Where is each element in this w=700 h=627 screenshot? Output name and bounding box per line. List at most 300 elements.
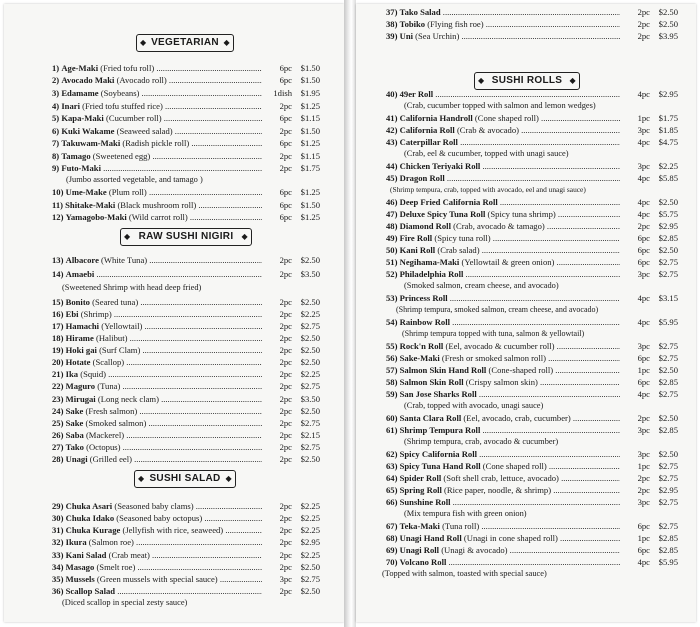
item-price: $2.50 — [300, 357, 320, 367]
menu-item-name — [52, 429, 262, 441]
item-title: Kani Salad — [65, 550, 107, 560]
item-quantity: 2pc — [279, 430, 292, 440]
item-quantity: 6pc — [279, 113, 292, 123]
item-price: $2.75 — [658, 521, 678, 531]
item-number: 57) — [386, 365, 398, 375]
menu-item-name — [386, 556, 620, 568]
menu-item-name — [52, 524, 262, 536]
item-description: (Avocado roll) — [116, 75, 167, 85]
menu-item — [386, 112, 678, 124]
item-title: Unagi Hand Roll — [399, 533, 462, 543]
item-quantity: 2pc — [279, 255, 292, 265]
menu-item — [386, 340, 678, 352]
menu-item-name — [386, 520, 620, 532]
item-description: (Seasoned baby octopus) — [116, 513, 203, 523]
menu-item — [52, 100, 320, 112]
menu-item-name — [52, 308, 262, 320]
menu-item — [52, 368, 320, 380]
menu-item-name — [386, 472, 620, 484]
item-title: Age-Maki — [61, 63, 99, 73]
item-title: Sunshine Roll — [399, 497, 451, 507]
menu-item — [386, 352, 678, 364]
item-description: (Unagi in cone shaped roll) — [463, 533, 558, 543]
item-number: 37) — [386, 7, 398, 17]
menu-item — [386, 364, 678, 376]
item-title: San Jose Sharks Roll — [399, 389, 477, 399]
item-number: 16) — [52, 309, 64, 319]
item-description: (Black mushroom roll) — [117, 200, 197, 210]
menu-item — [52, 549, 320, 561]
item-quantity: 2pc — [279, 297, 292, 307]
item-price: $5.95 — [658, 557, 678, 567]
item-quantity: 2pc — [279, 501, 292, 511]
item-number: 18) — [52, 333, 64, 343]
item-quantity: 2pc — [279, 513, 292, 523]
item-quantity: 2pc — [279, 101, 292, 111]
item-title: Rock'n Roll — [399, 341, 444, 351]
item-number: 46) — [386, 197, 398, 207]
item-title: Salmon Skin Hand Roll — [399, 365, 487, 375]
menu-item-name — [386, 496, 620, 508]
section-title: SUSHI SALAD — [149, 473, 221, 484]
item-title: Ume-Make — [65, 187, 107, 197]
item-title: Teka-Maki — [399, 521, 440, 531]
item-title: Spider Roll — [399, 473, 442, 483]
item-price: $2.75 — [658, 389, 678, 399]
item-price: $2.75 — [658, 257, 678, 267]
item-number: 27) — [52, 442, 64, 452]
menu-item — [386, 18, 678, 30]
section-title: VEGETARIAN — [151, 37, 219, 48]
item-title: Kani Roll — [399, 245, 436, 255]
item-number: 33) — [52, 550, 64, 560]
item-title: Spring Roll — [399, 485, 442, 495]
item-title: Kuki Wakame — [61, 126, 115, 136]
item-title: Chuka Kurage — [65, 525, 121, 535]
menu-item-name — [386, 172, 620, 184]
item-price: $2.75 — [300, 418, 320, 428]
item-price: $2.25 — [300, 525, 320, 535]
item-quantity: 2pc — [279, 345, 292, 355]
item-price: $2.95 — [658, 89, 678, 99]
menu-item — [386, 376, 678, 388]
item-number: 14) — [52, 269, 64, 279]
item-quantity: 2pc — [279, 454, 292, 464]
menu-item — [386, 30, 678, 42]
item-quantity: 2pc — [637, 19, 650, 29]
item-description: (Smoked salmon) — [85, 418, 147, 428]
item-description: (Mackerel) — [85, 430, 125, 440]
item-description: (Yellowtail & green onion) — [461, 257, 555, 267]
item-quantity: 2pc — [279, 357, 292, 367]
menu-item-name — [52, 573, 262, 585]
menu-item — [52, 296, 320, 308]
item-number: 44) — [386, 161, 398, 171]
item-number: 45) — [386, 173, 398, 183]
menu-item-name — [52, 561, 262, 573]
item-number: 15) — [52, 297, 64, 307]
item-description: (Cone-shaped roll) — [488, 365, 554, 375]
item-title: Chicken Teriyaki Roll — [399, 161, 481, 171]
menu-item-name — [52, 211, 262, 223]
item-number: 67) — [386, 521, 398, 531]
menu-item-name — [386, 6, 620, 18]
menu-item-name — [52, 268, 262, 280]
menu-item — [386, 448, 678, 460]
menu-item-name — [52, 356, 262, 368]
menu-item-name — [52, 199, 262, 211]
menu-item — [386, 220, 678, 232]
item-description: (Spicy tuna shrimp) — [487, 209, 556, 219]
item-title: 49er Roll — [399, 89, 434, 99]
menu-item — [52, 137, 320, 149]
item-price: $1.75 — [300, 163, 320, 173]
item-number: 7) — [52, 138, 60, 148]
item-title: Hirame — [65, 333, 94, 343]
item-title: Deluxe Spicy Tuna Roll — [399, 209, 486, 219]
item-number: 70) — [386, 557, 398, 567]
menu-item — [52, 405, 320, 417]
item-quantity: 2pc — [279, 406, 292, 416]
item-price: $3.50 — [300, 394, 320, 404]
menu-item-name — [386, 532, 620, 544]
item-quantity: 1pc — [637, 365, 650, 375]
item-number: 25) — [52, 418, 64, 428]
item-quantity: 2pc — [637, 485, 650, 495]
item-price: $2.75 — [300, 442, 320, 452]
menu-item — [386, 172, 678, 184]
item-title: Bonito — [65, 297, 90, 307]
item-quantity: 4pc — [637, 137, 650, 147]
item-title: Tamago — [61, 151, 91, 161]
item-quantity: 2pc — [279, 333, 292, 343]
menu-page-left — [4, 4, 344, 622]
menu-item — [386, 472, 678, 484]
item-title: Volcano Roll — [399, 557, 447, 567]
item-note: (Shrimp tempura, crab, topped with avocado, eel and unagi sauce) — [390, 185, 586, 194]
item-number: 48) — [386, 221, 398, 231]
item-title: Chuka Idako — [65, 513, 115, 523]
item-description: (Crab meat) — [108, 550, 150, 560]
item-quantity: 6pc — [279, 212, 292, 222]
item-title: Futo-Maki — [61, 163, 101, 173]
item-quantity: 2pc — [279, 418, 292, 428]
menu-item-name — [386, 292, 620, 304]
menu-item — [52, 356, 320, 368]
menu-item-name — [386, 112, 620, 124]
menu-item — [386, 556, 678, 568]
menu-item — [52, 125, 320, 137]
item-price: $2.75 — [300, 574, 320, 584]
item-quantity: 4pc — [637, 89, 650, 99]
menu-item — [386, 544, 678, 556]
menu-item — [386, 196, 678, 208]
item-description: (Long neck clam) — [97, 394, 159, 404]
menu-item — [52, 332, 320, 344]
item-title: Sake — [65, 418, 84, 428]
item-note: (Shrimp tempura topped with tuna, salmon & yellowtail) — [402, 329, 585, 338]
item-description: (White Tuna) — [101, 255, 148, 265]
item-title: Dragon Roll — [399, 173, 445, 183]
item-price: $2.50 — [658, 7, 678, 17]
item-quantity: 2pc — [637, 7, 650, 17]
item-title: Kapa-Maki — [61, 113, 104, 123]
item-title: Edamame — [61, 88, 99, 98]
menu-item — [52, 199, 320, 211]
menu-item-name — [52, 536, 262, 548]
menu-item — [386, 292, 678, 304]
menu-item-name — [386, 460, 620, 472]
item-price: $2.25 — [300, 309, 320, 319]
item-quantity: 2pc — [279, 381, 292, 391]
menu-item-name — [52, 380, 262, 392]
item-number: 21) — [52, 369, 64, 379]
menu-item-name — [386, 352, 620, 364]
item-title: Santa Clara Roll — [399, 413, 462, 423]
menu-item-name — [386, 424, 620, 436]
item-number: 47) — [386, 209, 398, 219]
item-number: 30) — [52, 513, 64, 523]
item-quantity: 2pc — [279, 550, 292, 560]
item-number: 50) — [386, 245, 398, 255]
item-price: $1.75 — [658, 113, 678, 123]
item-price: $1.50 — [300, 75, 320, 85]
item-quantity: 6pc — [637, 545, 650, 555]
item-number: 69) — [386, 545, 398, 555]
item-quantity: 3pc — [279, 574, 292, 584]
item-title: Masago — [65, 562, 95, 572]
item-title: Maguro — [65, 381, 96, 391]
item-description: (Soybeans) — [100, 88, 140, 98]
menu-item-name — [52, 332, 262, 344]
menu-item-name — [52, 549, 262, 561]
item-number: 22) — [52, 381, 64, 391]
menu-item-name — [52, 344, 262, 356]
item-quantity: 3pc — [637, 425, 650, 435]
item-price: $1.25 — [300, 212, 320, 222]
item-price: $5.85 — [658, 173, 678, 183]
item-title: Hotate — [65, 357, 91, 367]
item-description: (Rice paper, noodle, & shrimp) — [444, 485, 552, 495]
item-description: (Seaweed salad) — [116, 126, 173, 136]
item-number: 24) — [52, 406, 64, 416]
item-quantity: 2pc — [279, 525, 292, 535]
item-title: Scallop Salad — [65, 586, 116, 596]
item-quantity: 3pc — [637, 269, 650, 279]
item-title: Negihama-Maki — [399, 257, 460, 267]
menu-item-name — [52, 74, 262, 86]
item-number: 13) — [52, 255, 64, 265]
item-title: Uni — [399, 31, 413, 41]
item-description: (Octopus) — [86, 442, 121, 452]
item-title: Albacore — [65, 255, 99, 265]
item-price: $1.50 — [300, 200, 320, 210]
menu-item-name — [386, 136, 620, 148]
item-price: $2.25 — [658, 161, 678, 171]
item-quantity: 1dish — [273, 88, 292, 98]
item-number: 39) — [386, 31, 398, 41]
item-price: $2.85 — [658, 533, 678, 543]
item-number: 26) — [52, 430, 64, 440]
item-title: Hoki gai — [65, 345, 97, 355]
item-price: $2.75 — [658, 341, 678, 351]
item-quantity: 4pc — [637, 209, 650, 219]
item-title: Shitake-Maki — [65, 200, 116, 210]
item-price: $2.85 — [658, 425, 678, 435]
menu-item-name — [386, 18, 620, 30]
item-price: $2.50 — [300, 454, 320, 464]
menu-item — [52, 150, 320, 162]
item-quantity: 4pc — [637, 197, 650, 207]
item-description: (Cone shaped roll) — [482, 461, 547, 471]
item-quantity: 2pc — [279, 269, 292, 279]
item-quantity: 4pc — [637, 317, 650, 327]
item-description: (Fried tofu stuffed rice) — [82, 101, 163, 111]
item-price: $2.50 — [658, 197, 678, 207]
item-price: $2.75 — [658, 269, 678, 279]
item-price: $2.75 — [300, 381, 320, 391]
item-price: $1.50 — [300, 126, 320, 136]
item-description: (Soft shell crab, lettuce, avocado) — [443, 473, 559, 483]
item-number: 52) — [386, 269, 398, 279]
item-description: (Fresh or smoked salmon roll) — [441, 353, 546, 363]
item-quantity: 2pc — [637, 221, 650, 231]
item-quantity: 2pc — [279, 537, 292, 547]
item-description: (Surf Clam) — [99, 345, 141, 355]
menu-item-name — [386, 160, 620, 172]
item-price: $2.75 — [658, 473, 678, 483]
item-title: Salmon Skin Roll — [399, 377, 464, 387]
item-price: $2.25 — [300, 550, 320, 560]
menu-item-name — [52, 512, 262, 524]
item-number: 2) — [52, 75, 60, 85]
menu-item-name — [52, 112, 262, 124]
item-price: $3.15 — [658, 293, 678, 303]
item-price: $3.95 — [658, 31, 678, 41]
item-number: 68) — [386, 533, 398, 543]
item-quantity: 6pc — [279, 187, 292, 197]
menu-item-name — [52, 186, 262, 198]
menu-item-name — [386, 388, 620, 400]
item-number: 49) — [386, 233, 398, 243]
item-number: 28) — [52, 454, 64, 464]
item-quantity: 4pc — [637, 389, 650, 399]
item-price: $2.50 — [658, 245, 678, 255]
menu-item-name — [386, 412, 620, 424]
item-note: (Shrimp tempura, crab, avocado & cucumber) — [404, 437, 559, 446]
item-price: $2.95 — [658, 221, 678, 231]
item-quantity: 3pc — [637, 161, 650, 171]
item-quantity: 4pc — [637, 173, 650, 183]
item-number: 4) — [52, 101, 60, 111]
item-price: $2.50 — [658, 449, 678, 459]
item-title: Saba — [65, 430, 84, 440]
section-header-vegetarian — [136, 34, 234, 52]
item-number: 11) — [52, 200, 63, 210]
item-price: $2.95 — [300, 537, 320, 547]
item-description: (Jellyfish with rice, seaweed) — [122, 525, 224, 535]
item-quantity: 2pc — [279, 369, 292, 379]
item-number: 60) — [386, 413, 398, 423]
item-quantity: 6pc — [637, 377, 650, 387]
item-number: 38) — [386, 19, 398, 29]
item-price: $1.25 — [300, 138, 320, 148]
menu-item — [52, 417, 320, 429]
item-title: California Handroll — [399, 113, 473, 123]
item-number: 3) — [52, 88, 60, 98]
item-quantity: 6pc — [637, 353, 650, 363]
menu-item — [386, 6, 678, 18]
item-price: $2.75 — [658, 461, 678, 471]
item-price: $2.50 — [658, 19, 678, 29]
menu-item — [52, 211, 320, 223]
menu-item — [52, 344, 320, 356]
item-description: (Fried tofu roll) — [100, 63, 155, 73]
item-title: Yamagobo-Maki — [65, 212, 127, 222]
menu-item-name — [52, 417, 262, 429]
menu-item — [386, 208, 678, 220]
menu-item — [386, 268, 678, 280]
item-quantity: 1pc — [637, 461, 650, 471]
item-price: $1.50 — [300, 63, 320, 73]
menu-item — [386, 388, 678, 400]
item-description: (Tuna roll) — [442, 521, 480, 531]
item-price: $2.50 — [658, 365, 678, 375]
item-title: Avocado Maki — [61, 75, 115, 85]
item-number: 63) — [386, 461, 398, 471]
item-title: Sake — [65, 406, 84, 416]
menu-item — [386, 316, 678, 328]
item-price: $1.25 — [300, 101, 320, 111]
item-description: (Salmon roe) — [88, 537, 134, 547]
item-price: $1.15 — [300, 151, 320, 161]
menu-item-name — [52, 62, 262, 74]
item-price: $2.95 — [658, 485, 678, 495]
menu-item-name — [52, 125, 262, 137]
item-title: Unagi Roll — [399, 545, 440, 555]
menu-item-name — [386, 196, 620, 208]
menu-item-name — [52, 368, 262, 380]
item-quantity: 1pc — [637, 113, 650, 123]
item-price: $1.25 — [300, 187, 320, 197]
item-title: Chuka Asari — [65, 501, 113, 511]
item-title: Mussels — [65, 574, 95, 584]
item-number: 42) — [386, 125, 398, 135]
menu-item — [386, 136, 678, 148]
item-note: (Shrimp tempura, smoked salmon, cream cheese, and avocado) — [396, 305, 599, 314]
item-note: (Sweetened Shrimp with head deep fried) — [62, 283, 202, 292]
item-quantity: 6pc — [279, 63, 292, 73]
item-description: (Cone shaped roll) — [474, 113, 539, 123]
item-price: $5.75 — [658, 209, 678, 219]
item-title: Sake-Maki — [399, 353, 440, 363]
item-title: Tako Salad — [399, 7, 441, 17]
item-number: 5) — [52, 113, 60, 123]
menu-item — [386, 124, 678, 136]
menu-item-name — [386, 376, 620, 388]
item-price: $2.50 — [300, 255, 320, 265]
menu-item-name — [52, 254, 262, 266]
menu-item-name — [386, 244, 620, 256]
item-note: (Jumbo assorted vegetable, and tamago ) — [66, 175, 203, 184]
item-description: (Sweetened egg) — [92, 151, 151, 161]
menu-item-name — [52, 320, 262, 332]
item-number: 61) — [386, 425, 398, 435]
item-quantity: 2pc — [279, 126, 292, 136]
item-quantity: 2pc — [279, 562, 292, 572]
item-note: (Mix tempura fish with green onion) — [404, 509, 527, 518]
item-description: (Wild carrot roll) — [128, 212, 188, 222]
